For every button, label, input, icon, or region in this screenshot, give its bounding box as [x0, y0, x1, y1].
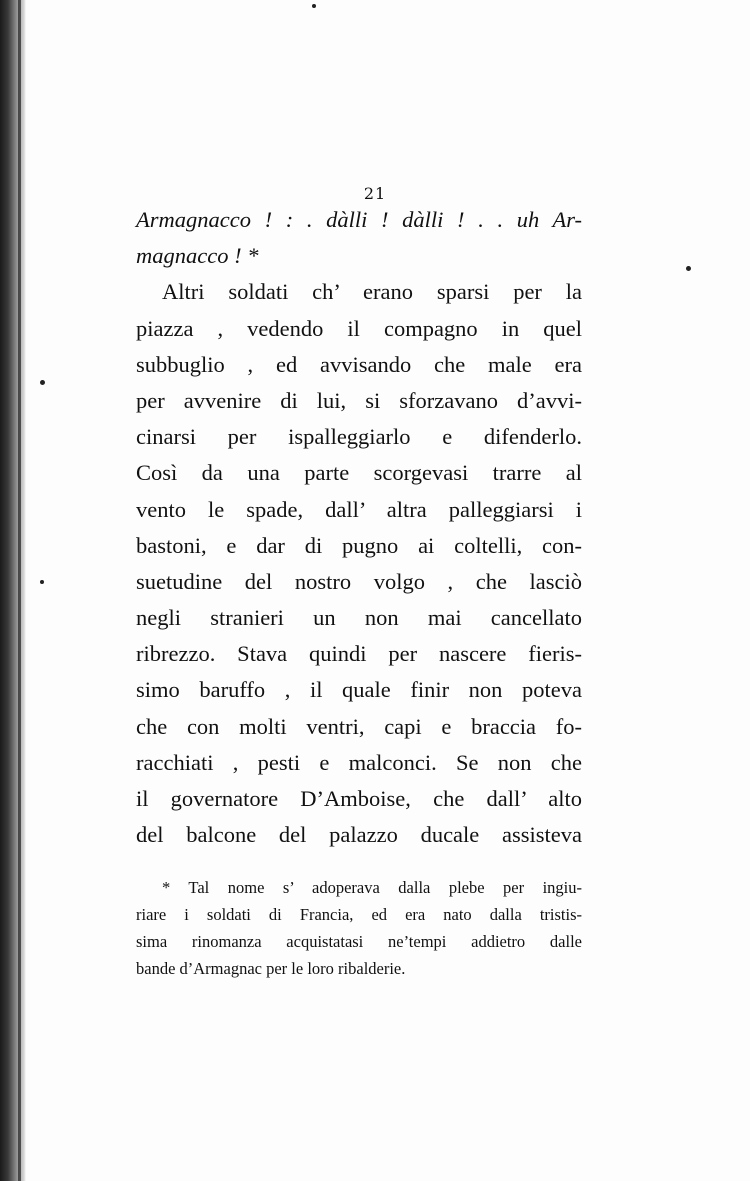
text-line: ribrezzo. Stava quindi per nascere fieris-: [136, 641, 582, 667]
footnote-line: bande d’Armagnac per le loro ribalderie.: [136, 959, 406, 978]
text-line: Così da una parte scorgevasi trarre al: [136, 460, 582, 486]
text-line: Altri soldati ch’ erano sparsi per la: [162, 279, 582, 305]
text-line: Armagnacco ! : . dàlli ! dàlli ! . . uh Ar-: [136, 207, 582, 232]
text-line: il governatore D’Amboise, che dall’ alto: [136, 786, 582, 811]
dust-speck: [40, 380, 45, 385]
page-binding-edge: [0, 0, 26, 1181]
binding-line: [18, 0, 21, 1181]
footnote: [136, 874, 582, 982]
text-line: subbuglio , ed avvisando che male era: [136, 351, 582, 377]
text-line: piazza , vedendo il compagno in quel: [136, 315, 582, 341]
footnote-line: * Tal nome s’ adoperava dalla plebe per ingiu-: [162, 878, 582, 897]
page-number: 21: [363, 184, 387, 203]
text-line: negli stranieri un non mai cancellato: [136, 605, 582, 631]
dust-speck: [686, 266, 691, 271]
text-line: racchiati , pesti e malconci. Se non che: [136, 749, 582, 775]
dust-speck: [40, 580, 44, 584]
text-line: magnacco ! *: [136, 243, 259, 269]
footnote-line: riare i soldati di Francia, ed era nato dalla tristis-: [136, 905, 582, 924]
text-line: per avvenire di lui, si sforzavano d’avvi-: [136, 387, 582, 413]
text-line: vento le spade, dall’ altra palleggiarsi i: [136, 496, 582, 522]
text-line: cinarsi per ispalleggiarlo e difenderlo.: [136, 424, 582, 450]
text-line: suetudine del nostro volgo , che lasciò: [136, 568, 582, 594]
text-line: del balcone del palazzo ducale assisteva: [136, 822, 582, 848]
text-line: bastoni, e dar di pugno ai coltelli, con-: [136, 532, 582, 558]
text-line: che con molti ventri, capi e braccia fo-: [136, 713, 582, 739]
body-text: [136, 202, 582, 853]
dust-speck: [312, 4, 316, 8]
footnote-line: sima rinomanza acquistatasi ne’tempi addietro dalle: [136, 932, 582, 951]
text-line: simo baruffo , il quale finir non poteva: [136, 677, 582, 703]
